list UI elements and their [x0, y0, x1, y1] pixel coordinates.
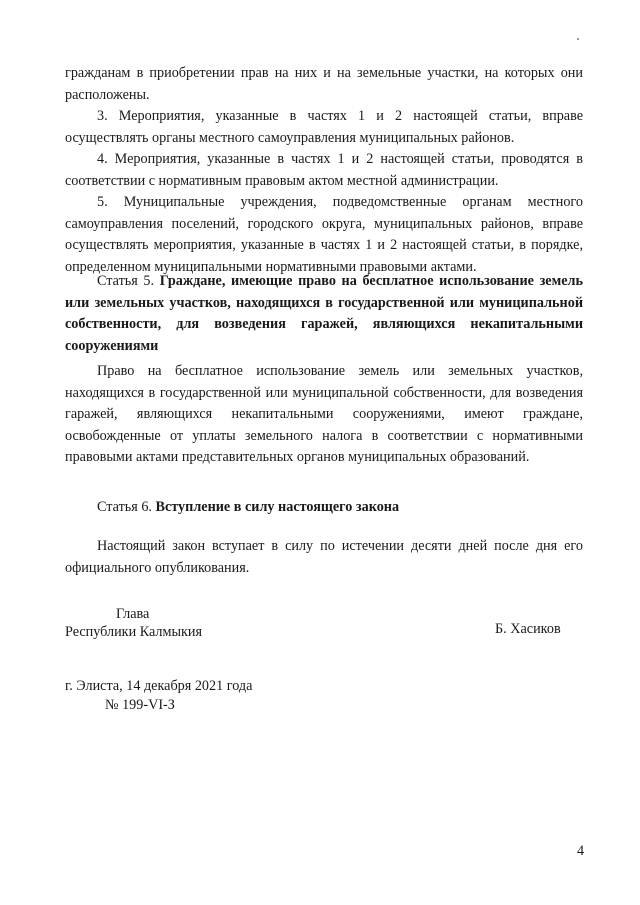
article5-text: Право на бесплатное использование земель или земельных участков, находящихся в государственной или муниципальной собственности, для возведения гаражей, являющихся некапитальными сооружениями, имеют граждане, освобожденные от уплаты земельного налога в соответствии с нормативными правовыми актами представительных органов муниципальных образований. — [65, 363, 583, 465]
article6-text: Настоящий закон вступает в силу по истечении десяти дней после дня его официального опубликования. — [65, 538, 583, 576]
article6-heading — [65, 497, 583, 519]
article6-title: Вступление в силу настоящего закона — [155, 499, 400, 515]
paragraph-item-4: 4. Мероприятия, указанные в частях 1 и 2 настоящей статьи, проводятся в соответствии с нормативным правовым актом местной администрации. — [65, 151, 583, 189]
article5-body — [65, 361, 583, 469]
scan-mark — [577, 38, 579, 40]
article4-tail — [65, 63, 583, 278]
article6-body — [65, 536, 583, 579]
page-number: 4 — [577, 843, 585, 859]
article5-prefix: Статья 5. — [97, 273, 155, 289]
paragraph-continuation: гражданам в приобретении прав на них и на земельные участки, на которых они расположены. — [65, 65, 583, 103]
article5-title: Граждане, имеющие право на бесплатное использование земель или земельных участков, находящихся в государственной или муниципальной собственности, для возведения гаражей, являющихся некапитальными сооружениями — [65, 273, 584, 354]
signature-position-line2: Республики Калмыкия — [65, 624, 203, 640]
article6-prefix: Статья 6. — [97, 499, 152, 515]
law-number: № 199-VI-З — [105, 697, 175, 713]
signature-name: Б. Хасиков — [495, 621, 561, 637]
article5-heading — [65, 271, 583, 357]
place-date: г. Элиста, 14 декабря 2021 года — [65, 678, 253, 694]
signature-position-line1: Глава — [116, 606, 150, 622]
paragraph-item-3: 3. Мероприятия, указанные в частях 1 и 2 настоящей статьи, вправе осуществлять органы местного самоуправления муниципальных районов. — [65, 108, 583, 146]
paragraph-item-5: 5. Муниципальные учреждения, подведомственные органам местного самоуправления поселений, городского округа, муниципальных районов, вправе осуществлять мероприятия, указанные в частях 1 и 2 настоящей статьи, в порядке, определенном муниципальными нормативными правовыми актами. — [65, 194, 583, 275]
